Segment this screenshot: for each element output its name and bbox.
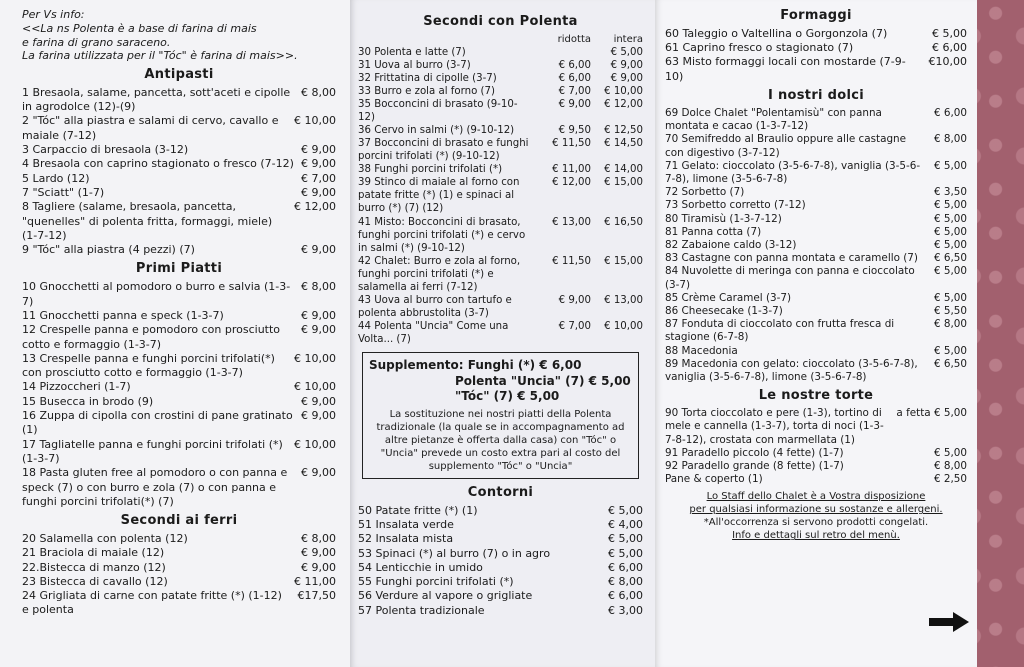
menu-item: 35 Bocconcini di brasato (9-10-12) € 9,00 € 12,00: [358, 99, 643, 124]
menu-item: 10 Gnocchetti al pomodoro o burro e salvia (1-3-7) € 8,00: [22, 280, 336, 308]
staff-line: per qualsiasi informazione su sostanze e allergeni.: [689, 504, 943, 516]
section-title-ferri: Secondi ai ferri: [120, 513, 238, 529]
menu-item: 36 Cervo in salmi (*) (9-10-12) € 9,50 € 12,50: [358, 125, 643, 137]
menu-item: 73 Sorbetto corretto (7-12) € 5,00: [665, 199, 967, 212]
menu-item: 20 Salamella con polenta (12) € 8,00: [22, 531, 336, 545]
menu-item: 1 Bresaola, salame, pancetta, sott'aceti e cipolle in agrodolce (12)-(9) € 8,00: [22, 85, 336, 114]
menu-item: 60 Taleggio o Valtellina o Gorgonzola (7) € 5,00: [665, 26, 967, 40]
menu-item: 16 Zuppa di cipolla con crostini di pane gratinato (1) € 9,00: [22, 409, 336, 437]
menu-item: 12 Crespelle panna e pomodoro con prosciutto cotto e formaggio (1-3-7) € 9,00: [22, 323, 336, 351]
ferri-list: [22, 532, 336, 618]
menu-item: 9 "Tóc" alla piastra (4 pezzi) (7) € 9,00: [22, 243, 336, 257]
info-line: <<La ns Polenta è a base di farina di mais: [22, 21, 257, 35]
menu-item: 80 Tiramisù (1-3-7-12) € 5,00: [665, 212, 967, 225]
torte-list: [665, 407, 967, 486]
menu-item: 43 Uova al burro con tartufo e polenta abbrustolita (3-7) € 9,00 € 13,00: [358, 294, 643, 319]
col-header-intera: intera: [613, 33, 643, 45]
supplemento-line: Polenta "Uncia" (7) € 5,00: [455, 373, 631, 388]
menu-item: 15 Busecca in brodo (9) € 9,00: [22, 394, 336, 408]
menu-item: 70 Semifreddo al Braulio oppure alle castagne con digestivo (3-7-12) € 8,00: [665, 133, 967, 159]
menu-item: 2 "Tóc" alla piastra e salami di cervo, cavallo e maiale (7-12) € 10,00: [22, 114, 336, 142]
menu-item: 4 Bresaola con caprino stagionato o fresco (7-12) € 9,00: [22, 157, 336, 171]
section-title-polenta: Secondi con Polenta: [423, 14, 578, 29]
menu-item: 54 Lenticchie in umido € 6,00: [358, 560, 643, 574]
supplemento-line: "Tóc" (7) € 5,00: [455, 389, 560, 404]
menu-item: 42 Chalet: Burro e zola al forno, funghi porcini trifolati (*) e salamella ai ferri (7-12) € 11,50 € 15,00: [358, 255, 643, 293]
menu-item: 72 Sorbetto (7) € 3,50: [665, 186, 967, 199]
menu-item: 39 Stinco di maiale al forno con patate fritte (*) (1) e spinaci al burro (*) (7) (12) € 12,00 € 15,00: [358, 177, 643, 215]
section-title-contorni: Contorni: [467, 484, 534, 500]
menu-item: 71 Gelato: cioccolato (3-5-6-7-8), vaniglia (3-5-6-7-8), limone (3-5-6-7-8) € 5,00: [665, 159, 967, 185]
menu-item: 91 Paradello piccolo (4 fette) (1-7) € 5,00: [665, 446, 967, 459]
col-header-ridotta: ridotta: [557, 33, 591, 45]
menu-item: 8 Tagliere (salame, bresaola, pancetta, "quenelles" di polenta fritta, formaggi, miele) (1-7-12) € 12,00: [22, 200, 336, 242]
menu-item: 13 Crespelle panna e funghi porcini trifolati(*) con prosciutto cotto e formaggio (1-3-7) € 10,00: [22, 351, 336, 380]
menu-item: 51 Insalata verde € 4,00: [358, 517, 643, 531]
menu-item: 82 Zabaione caldo (3-12) € 5,00: [665, 239, 967, 251]
menu-item: 11 Gnocchetti panna e speck (1-3-7) € 9,00: [22, 308, 336, 322]
menu-item: 61 Caprino fresco o stagionato (7) € 6,00: [665, 41, 967, 55]
price-column-headers: [358, 33, 643, 46]
formaggi-list: [665, 27, 967, 84]
menu-item: 69 Dolce Chalet "Polentamisù" con panna montata e cacao (1-3-7-12) € 6,00: [665, 106, 967, 133]
section-title-primi: Primi Piatti: [135, 261, 223, 277]
polenta-list: [358, 46, 643, 346]
staff-line: Lo Staff dello Chalet è a Vostra disposizione: [706, 491, 926, 503]
supplemento-text: La sostituzione nei nostri piatti della Polenta tradizionale (la quale se in accompagnamento ad altre pietanze è offerta dalla casa) con "Tóc" o "Uncia" prevede un costo extra pari al costo del supplemento "Tóc" o "Uncia": [376, 408, 625, 472]
section-title-formaggi: Formaggi: [780, 8, 852, 23]
menu-item: 50 Patate fritte (*) (1) € 5,00: [358, 503, 643, 517]
staff-line: *All'occorrenza si servono prodotti congelati.: [703, 517, 929, 529]
staff-note: [665, 490, 967, 542]
menu-item: 38 Funghi porcini trifolati (*) € 11,00 € 14,00: [358, 164, 643, 176]
menu-item: 83 Castagne con panna montata e caramello (7) € 6,50: [665, 252, 967, 265]
menu-item: 55 Funghi porcini trifolati (*) € 8,00: [358, 575, 643, 589]
menu-item: 88 Macedonia € 5,00: [665, 344, 967, 357]
menu-item: 24 Grigliata di carne con patate fritte (*) (1-12) e polenta €17,50: [22, 589, 336, 617]
section-title-antipasti: Antipasti: [144, 67, 214, 82]
contorni-list: [358, 504, 643, 618]
menu-panel-center: [350, 0, 655, 667]
menu-item: 86 Cheesecake (1-3-7) € 5,50: [665, 305, 967, 318]
menu-item: 63 Misto formaggi locali con mostarde (7-9-10) €10,00: [665, 55, 967, 83]
menu-item: 41 Misto: Bocconcini di brasato, funghi porcini trifolati (*) e cervo in salmi (*) (9-10-12) € 13,00 € 16,50: [358, 216, 643, 254]
menu-item: 23 Bistecca di cavallo (12) € 11,00: [22, 574, 336, 588]
info-title: Per Vs info:: [22, 8, 85, 21]
info-line: e farina di grano saraceno.: [22, 35, 171, 49]
menu-item: 53 Spinaci (*) al burro (7) o in agro € 5,00: [358, 546, 643, 560]
menu-item: 7 "Sciatt" (1-7) € 9,00: [22, 185, 336, 199]
info-line: La farina utilizzata per il "Tóc" è farina di mais>>.: [22, 49, 298, 63]
menu-item: 85 Crème Caramel (3-7) € 5,00: [665, 291, 967, 304]
menu-item: 37 Bocconcini di brasato e funghi porcini trifolati (*) (9-10-12) € 11,50 € 14,50: [358, 138, 643, 163]
menu-item: 92 Paradello grande (8 fette) (1-7) € 8,00: [665, 459, 967, 472]
antipasti-list: [22, 86, 336, 258]
menu-item: 31 Uova al burro (3-7) € 6,00 € 9,00: [358, 59, 643, 71]
menu-item: 89 Macedonia con gelato: cioccolato (3-5-6-7-8), vaniglia (3-5-6-7-8), limone (3-5-6-7-8) € 6,50: [665, 357, 967, 384]
menu-item: 56 Verdure al vapore o grigliate € 6,00: [358, 589, 643, 603]
arrow-right-icon: [929, 611, 969, 633]
section-title-torte: Le nostre torte: [758, 388, 874, 404]
menu-item: 14 Pizzoccheri (1-7) € 10,00: [22, 380, 336, 394]
menu-item: 52 Insalata mista € 5,00: [358, 532, 643, 546]
menu-item: 44 Polenta "Uncia" Come una Volta... (7) € 7,00 € 10,00: [358, 320, 643, 345]
menu-item: 18 Pasta gluten free al pomodoro o con panna e speck (7) o con burro e zola (7) o con panna e funghi porcini trifolati(*) (7) € 9,00: [22, 466, 336, 508]
info-note: [22, 8, 336, 63]
primi-list: [22, 280, 336, 509]
staff-line: Info e dettagli sul retro del menù.: [732, 530, 900, 542]
menu-item: 3 Carpaccio di bresaola (3-12) € 9,00: [22, 143, 336, 157]
menu-panel-left: [0, 0, 350, 667]
menu-item: 90 Torta cioccolato e pere (1-3), tortino di mele e cannella (1-3-7), torta di noci (1-3-7-8-12), crostata con marmellata (1) a fetta € 5,00: [665, 407, 967, 446]
menu-item: 33 Burro e zola al forno (7) € 7,00 € 10,00: [358, 86, 643, 98]
dolci-list: [665, 107, 967, 384]
menu-item: 57 Polenta tradizionale € 3,00: [358, 603, 643, 617]
menu-item: 84 Nuvolette di meringa con panna e cioccolato (3-7) € 5,00: [665, 265, 967, 291]
menu-item: 17 Tagliatelle panna e funghi porcini trifolati (*) (1-3-7) € 10,00: [22, 437, 336, 465]
section-title-dolci: I nostri dolci: [768, 88, 864, 104]
supplemento-box: [362, 352, 639, 479]
menu-item: 32 Frittatina di cipolle (3-7) € 6,00 € 9,00: [358, 72, 643, 84]
menu-panel-right: [655, 0, 977, 667]
menu-item: 87 Fonduta di cioccolato con frutta fresca di stagione (6-7-8) € 8,00: [665, 318, 967, 344]
menu-item: Pane & coperto (1) € 2,50: [665, 473, 967, 486]
menu-item: 30 Polenta e latte (7) € 5,00: [358, 46, 643, 58]
menu-item: 22.Bistecca di manzo (12) € 9,00: [22, 560, 336, 574]
menu-item: 5 Lardo (12) € 7,00: [22, 171, 336, 185]
menu-item: 21 Braciola di maiale (12) € 9,00: [22, 546, 336, 560]
menu-item: 81 Panna cotta (7) € 5,00: [665, 225, 967, 238]
supplemento-line: Supplemento: Funghi (*) € 6,00: [369, 357, 582, 372]
